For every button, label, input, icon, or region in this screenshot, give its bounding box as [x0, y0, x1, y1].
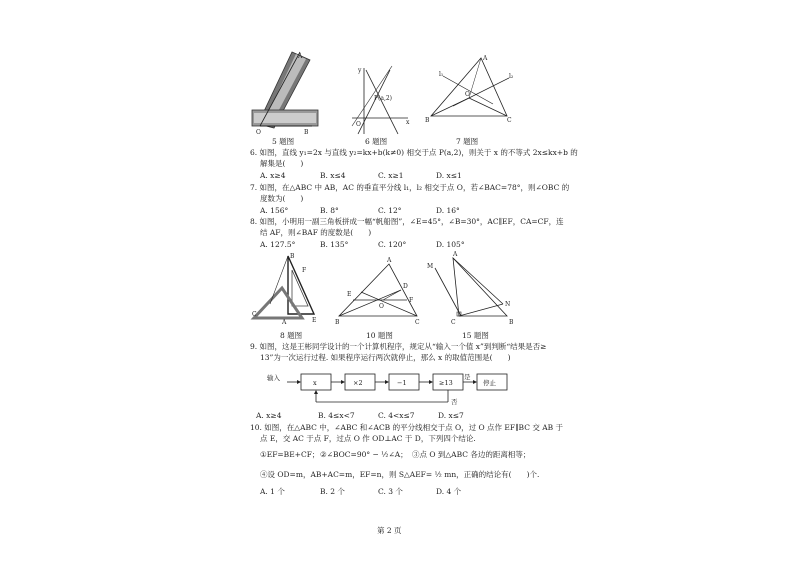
q6-option-c[interactable]: C. x≥1 [378, 171, 404, 180]
figure-6-line-graph [352, 66, 412, 136]
page-number: 第 2 页 [377, 526, 402, 535]
f15-label-b: B [509, 319, 514, 326]
f7-label-a: A [483, 55, 488, 62]
q10-line2: 点 E，交 AC 于点 F，过点 O 作 OD⊥AC 于 D，下列四个结论. [260, 434, 476, 443]
q9-option-b[interactable]: B. 4≤x<7 [318, 411, 355, 420]
q10-conclusion-3: ③点 O 到△ABC 各边的距离相等； [412, 450, 531, 459]
q8-option-a[interactable]: A. 127.5° [260, 240, 296, 249]
figure-5-ruler-diagram [250, 52, 330, 136]
q9-option-d[interactable]: D. x≤7 [438, 411, 464, 420]
f10-label-c: C [415, 319, 420, 326]
q7-option-d[interactable]: D. 16° [436, 206, 460, 215]
caption-figure-6: 6 题图 [365, 137, 388, 146]
flow-no-label: 否 [451, 398, 458, 406]
q6-option-a[interactable]: A. x≥4 [260, 171, 286, 180]
caption-figure-10: 10 题图 [366, 331, 393, 340]
caption-figure-7: 7 题图 [456, 137, 479, 146]
q9-flowchart [265, 368, 515, 410]
f10-label-a: A [387, 257, 392, 264]
q8-line1: 8. 如图，小明用一副三角板拼成一幅“帆船图”，∠E=45°，∠B=30°，AC∥EF，CA=CF，连 [250, 217, 564, 226]
q7-option-c[interactable]: C. 12° [378, 206, 402, 215]
f10-label-d: D [403, 283, 408, 290]
flow-box-times2: ×2 [353, 379, 363, 387]
q9-line1: 9. 如图，这是王彬同学设计的一个计算机程序，规定从“输入一个值 x”到判断“结果是否≥ [250, 342, 547, 351]
flow-box-condition: ≥13 [439, 379, 453, 387]
f15-label-a: A [453, 251, 458, 258]
q10-option-b[interactable]: B. 2 个 [320, 487, 345, 496]
f10-label-o: O [379, 303, 384, 310]
figure-10-triangle [335, 257, 425, 326]
f10-label-b: B [335, 319, 340, 326]
q7-line1: 7. 如图，在△ABC 中 AB，AC 的垂直平分线 l₁，l₂ 相交于点 O，若∠BAC=78°，则∠OBC 的 [250, 183, 570, 192]
figure-8-sailboat [252, 254, 322, 324]
flow-yes-label: 是 [464, 373, 471, 381]
f15-label-c: C [451, 319, 456, 326]
f8-label-b: B [290, 253, 295, 260]
q7-line2: 度数为( ) [260, 194, 304, 203]
f7-label-o: O [465, 91, 470, 98]
caption-figure-15: 15 题图 [462, 331, 489, 340]
f8-label-c: C [252, 311, 257, 318]
q10-option-d[interactable]: D. 4 个 [436, 487, 462, 496]
figure-7-triangle [425, 54, 515, 124]
q7-option-b[interactable]: B. 8° [320, 206, 339, 215]
f6-label-p: P(a,2) [374, 95, 393, 102]
f15-label-n: N [505, 301, 511, 308]
q6-option-b[interactable]: B. x≤4 [320, 171, 346, 180]
f10-label-e: E [347, 291, 352, 298]
q6-option-d[interactable]: D. x≤1 [436, 171, 462, 180]
f15-label-m: M [427, 263, 434, 270]
flow-box-minus1: −1 [397, 379, 407, 387]
q10-conclusion-4: ④设 OD=m，AB+AC=m，EF=n，则 S△AEF= ½ mn，正确的结论有( )个. [260, 470, 540, 479]
f7-label-c: C [507, 117, 512, 124]
q6-line2: 解集是( ) [260, 159, 304, 168]
q10-line1: 10. 如图，在△ABC 中，∠ABC 和∠ACB 的平分线相交于点 O，过 O 点作 EF∥BC 交 AB 于 [250, 423, 564, 432]
f10-label-f: F [409, 297, 414, 304]
f7-label-l1: l₁ [439, 71, 444, 78]
q8-option-b[interactable]: B. 135° [320, 240, 349, 249]
f7-label-b: B [425, 117, 430, 124]
q10-conclusion-1: ①EF=BE+CF； [260, 450, 320, 459]
q10-option-c[interactable]: C. 3 个 [378, 487, 403, 496]
f8-label-e: E [312, 317, 317, 324]
f8-label-f: F [302, 267, 307, 274]
q7-option-a[interactable]: A. 156° [260, 206, 289, 215]
flow-input-label: 输入 [267, 374, 280, 382]
caption-figure-8: 8 题图 [280, 331, 303, 340]
f5-label-a: A [298, 53, 303, 60]
q8-line2: 结 AF，则∠BAF 的度数是( ) [260, 228, 372, 237]
q9-option-a[interactable]: A. x≥4 [256, 411, 282, 420]
f6-label-y: y [358, 67, 362, 74]
q9-line2: 13”为一次运行过程. 如果程序运行两次就停止，那么 x 的取值范围是( ) [260, 353, 511, 362]
f6-label-o: O [356, 121, 361, 128]
q8-option-d[interactable]: D. 105° [436, 240, 465, 249]
f5-label-o: O [256, 129, 261, 136]
f6-label-x: x [406, 119, 410, 126]
q6-line1: 6. 如图，直线 y₁=2x 与直线 y₂=kx+b(k≠0) 相交于点 P(a,2)，则关于 x 的不等式 2x≤kx+b 的 [250, 148, 578, 157]
q10-option-a[interactable]: A. 1 个 [260, 487, 285, 496]
flow-box-x: x [313, 379, 317, 387]
q9-option-c[interactable]: C. 4<x≤7 [378, 411, 415, 420]
f8-label-a: A [282, 319, 287, 326]
q10-conclusion-2: ②∠BOC=90° − ½∠A； [320, 450, 408, 459]
flow-box-stop: 停止 [483, 379, 496, 387]
figure-15-diagram [425, 251, 515, 326]
caption-figure-5: 5 题图 [272, 137, 295, 146]
f5-label-b: B [304, 129, 309, 136]
q8-option-c[interactable]: C. 120° [378, 240, 407, 249]
f7-label-l2: l₂ [509, 73, 514, 80]
